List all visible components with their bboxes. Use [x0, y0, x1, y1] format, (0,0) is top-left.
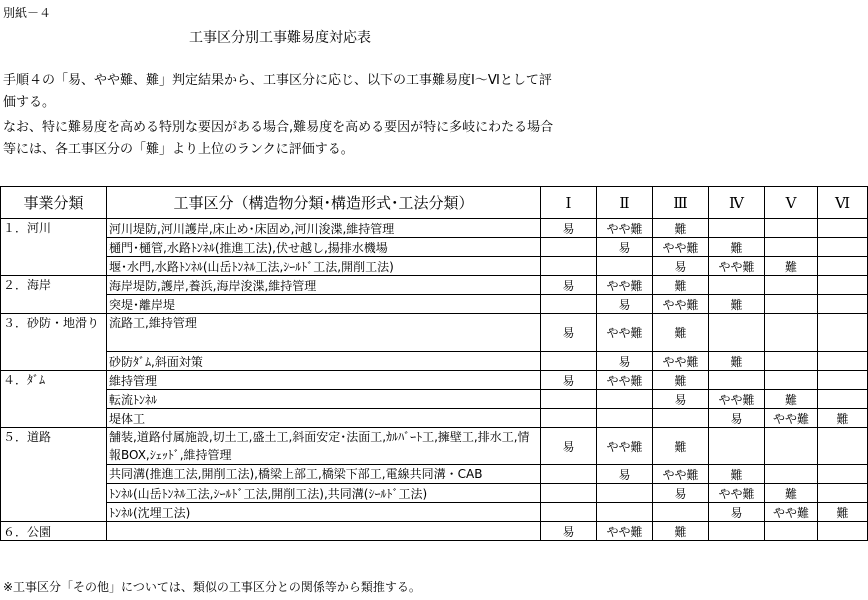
table-row: [1, 238, 868, 257]
rank-cell: [765, 371, 818, 390]
category-cell: ６．公園: [1, 522, 107, 541]
rank-cell: 易: [653, 257, 709, 276]
rank-cell: 易: [597, 465, 653, 484]
rank-cell: 難: [709, 238, 765, 257]
rank-cell: [818, 295, 868, 314]
table-row: [1, 352, 868, 371]
table-row: [1, 465, 868, 484]
rank-cell: [541, 503, 597, 522]
rank-cell: [541, 484, 597, 503]
rank-cell: やや難: [597, 428, 653, 465]
rank-cell: [541, 409, 597, 428]
rank-cell: やや難: [597, 219, 653, 238]
rank-cell: 易: [597, 238, 653, 257]
rank-cell: [765, 428, 818, 465]
rank-cell: 難: [653, 428, 709, 465]
table-header-row: [1, 187, 868, 219]
attachment-label: 別紙－４: [3, 6, 52, 20]
work-cell: 河川堤防,河川護岸,床止め･床固め,河川浚渫,維持管理: [107, 219, 541, 238]
work-cell: ﾄﾝﾈﾙ(山岳ﾄﾝﾈﾙ工法,ｼｰﾙﾄﾞ工法,開削工法),共同溝(ｼｰﾙﾄﾞ工法): [107, 484, 541, 503]
table-row: [1, 428, 868, 465]
rank-cell: [818, 352, 868, 371]
category-cell: ４．ﾀﾞﾑ: [1, 371, 107, 428]
rank-cell: やや難: [597, 314, 653, 352]
rank-cell: 易: [653, 390, 709, 409]
category-cell: ５．道路: [1, 428, 107, 522]
category-cell: ２．海岸: [1, 276, 107, 314]
rank-cell: [765, 465, 818, 484]
rank-cell: [818, 314, 868, 352]
table-row: [1, 371, 868, 390]
work-cell: 舗装,道路付属施設,切土工,盛土工,斜面安定･法面工,ｶﾙﾊﾞｰﾄ工,擁壁工,排水工,情報BOX,ｼｪｯﾄﾞ,維持管理: [107, 428, 541, 465]
work-cell: 転流ﾄﾝﾈﾙ: [107, 390, 541, 409]
header-rank-2: Ⅱ: [597, 187, 653, 219]
rank-cell: [818, 465, 868, 484]
page-title: 工事区分別工事難易度対応表: [189, 30, 371, 46]
rank-cell: [541, 238, 597, 257]
work-cell: 樋門･樋管,水路ﾄﾝﾈﾙ(推進工法),伏せ越し,揚排水機場: [107, 238, 541, 257]
rank-cell: [541, 257, 597, 276]
table-row: [1, 522, 868, 541]
rank-cell: 易: [541, 314, 597, 352]
header-rank-1: Ⅰ: [541, 187, 597, 219]
rank-cell: 易: [541, 428, 597, 465]
rank-cell: やや難: [765, 503, 818, 522]
rank-cell: やや難: [597, 522, 653, 541]
rank-cell: [653, 409, 709, 428]
rank-cell: やや難: [597, 276, 653, 295]
rank-cell: 難: [709, 465, 765, 484]
rank-cell: [709, 522, 765, 541]
work-cell: [107, 522, 541, 541]
rank-cell: 易: [653, 484, 709, 503]
rank-cell: [541, 352, 597, 371]
rank-cell: [765, 352, 818, 371]
rank-cell: [541, 295, 597, 314]
table-row: [1, 276, 868, 295]
rank-cell: [818, 238, 868, 257]
rank-cell: 易: [541, 219, 597, 238]
rank-cell: やや難: [653, 238, 709, 257]
rank-cell: やや難: [765, 409, 818, 428]
work-cell: ﾄﾝﾈﾙ(沈埋工法): [107, 503, 541, 522]
table-row: [1, 503, 868, 522]
paragraph-1: 手順４の「易、やや難、難」判定結果から、工事区分に応じ、以下の工事難易度Ⅰ～Ⅵとして評価する。: [3, 73, 552, 110]
rank-cell: 易: [597, 295, 653, 314]
header-rank-3: Ⅲ: [653, 187, 709, 219]
difficulty-table: [0, 186, 868, 541]
rank-cell: [597, 409, 653, 428]
rank-cell: やや難: [597, 371, 653, 390]
rank-cell: [709, 428, 765, 465]
work-cell: 砂防ﾀﾞﾑ,斜面対策: [107, 352, 541, 371]
rank-cell: 難: [818, 409, 868, 428]
table-row: [1, 219, 868, 238]
rank-cell: [818, 522, 868, 541]
table-row: [1, 484, 868, 503]
header-work: 工事区分（構造物分類･構造形式･工法分類）: [107, 187, 541, 219]
rank-cell: やや難: [653, 352, 709, 371]
rank-cell: 易: [541, 522, 597, 541]
rank-cell: [818, 257, 868, 276]
rank-cell: [765, 295, 818, 314]
rank-cell: 難: [709, 295, 765, 314]
rank-cell: [818, 276, 868, 295]
rank-cell: [597, 484, 653, 503]
work-cell: 海岸堤防,護岸,養浜,海岸浚渫,維持管理: [107, 276, 541, 295]
rank-cell: やや難: [653, 295, 709, 314]
rank-cell: [818, 428, 868, 465]
rank-cell: 難: [653, 522, 709, 541]
rank-cell: [818, 390, 868, 409]
header-rank-6: Ⅵ: [818, 187, 868, 219]
work-cell: 堰･水門,水路ﾄﾝﾈﾙ(山岳ﾄﾝﾈﾙ工法,ｼｰﾙﾄﾞ工法,開削工法): [107, 257, 541, 276]
work-cell: 共同溝(推進工法,開削工法),橋梁上部工,橋梁下部工,電線共同溝・CAB: [107, 465, 541, 484]
rank-cell: [818, 371, 868, 390]
rank-cell: 易: [541, 371, 597, 390]
rank-cell: 難: [765, 257, 818, 276]
rank-cell: [709, 371, 765, 390]
rank-cell: やや難: [709, 484, 765, 503]
table-row: [1, 314, 868, 352]
rank-cell: 難: [765, 484, 818, 503]
rank-cell: やや難: [709, 257, 765, 276]
rank-cell: 難: [653, 371, 709, 390]
rank-cell: [709, 314, 765, 352]
work-cell: 維持管理: [107, 371, 541, 390]
footnote: ※工事区分「その他」については、類似の工事区分との関係等から類推する。: [3, 580, 421, 594]
work-cell: 堤体工: [107, 409, 541, 428]
rank-cell: 易: [597, 352, 653, 371]
rank-cell: [597, 390, 653, 409]
table-row: [1, 295, 868, 314]
rank-cell: 易: [709, 503, 765, 522]
paragraph-2: なお、特に難易度を高める特別な要因がある場合,難易度を高める要因が特に多岐にわたる場合等には、各工事区分の「難」より上位のランクに評価する。: [3, 120, 554, 157]
rank-cell: [541, 390, 597, 409]
rank-cell: [541, 465, 597, 484]
rank-cell: やや難: [709, 390, 765, 409]
rank-cell: 難: [653, 276, 709, 295]
rank-cell: 難: [653, 314, 709, 352]
category-cell: １．河川: [1, 219, 107, 276]
table-row: [1, 390, 868, 409]
rank-cell: [765, 522, 818, 541]
rank-cell: やや難: [653, 465, 709, 484]
rank-cell: [818, 484, 868, 503]
rank-cell: [653, 503, 709, 522]
rank-cell: [709, 276, 765, 295]
rank-cell: 易: [541, 276, 597, 295]
rank-cell: [709, 219, 765, 238]
rank-cell: 易: [709, 409, 765, 428]
header-rank-4: Ⅳ: [709, 187, 765, 219]
table-row: [1, 257, 868, 276]
rank-cell: [765, 276, 818, 295]
rank-cell: 難: [653, 219, 709, 238]
table-row: [1, 409, 868, 428]
rank-cell: [765, 238, 818, 257]
work-cell: 突堤･離岸堤: [107, 295, 541, 314]
header-category: 事業分類: [1, 187, 107, 219]
rank-cell: [597, 503, 653, 522]
rank-cell: [765, 314, 818, 352]
rank-cell: [818, 219, 868, 238]
header-rank-5: Ⅴ: [765, 187, 818, 219]
rank-cell: 難: [709, 352, 765, 371]
rank-cell: [597, 257, 653, 276]
rank-cell: [765, 219, 818, 238]
rank-cell: 難: [765, 390, 818, 409]
category-cell: ３．砂防・地滑り: [1, 314, 107, 371]
rank-cell: 難: [818, 503, 868, 522]
work-cell: 流路工,維持管理: [107, 314, 541, 352]
